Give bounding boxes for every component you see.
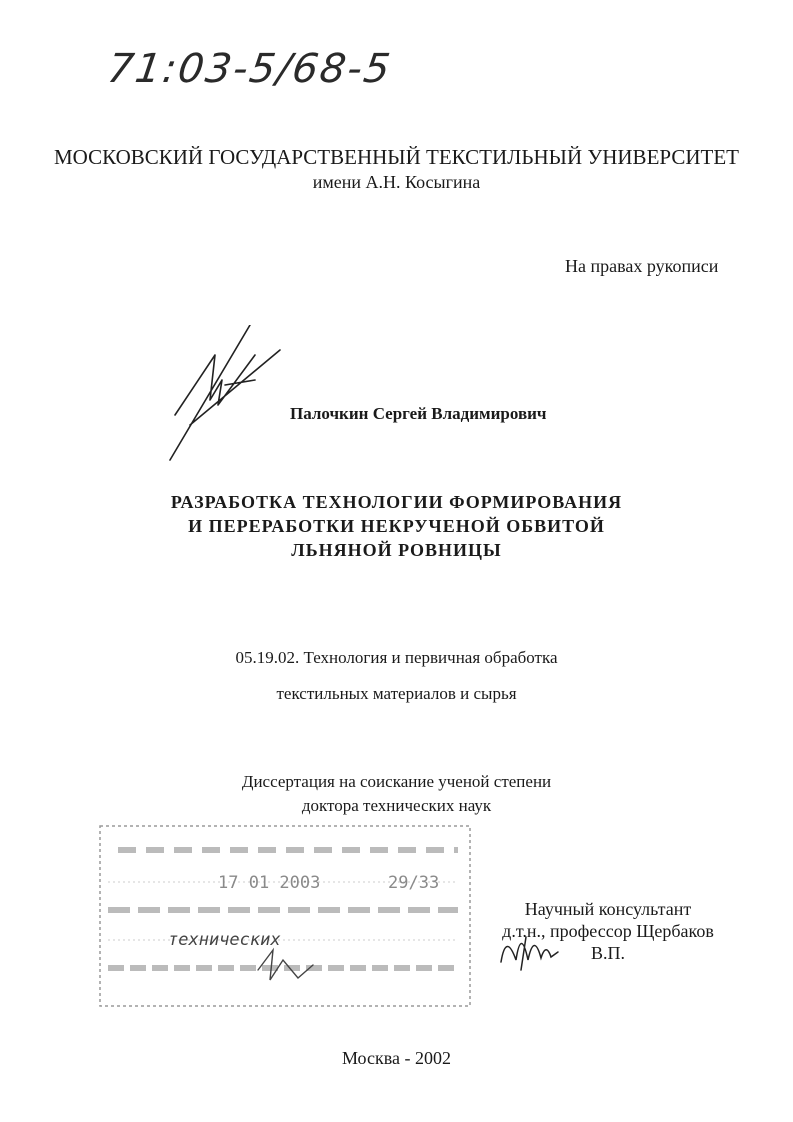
consultant-name: д.т.н., профессор Щербаков В.П. (502, 921, 714, 963)
library-stamp (98, 820, 478, 1020)
stamp-handwritten-word: технических (168, 930, 281, 950)
author-signature-icon (160, 325, 285, 465)
consultant-label: Научный консультант (524, 899, 692, 919)
stamp-number: 29/33 (388, 873, 440, 893)
title-line: И ПЕРЕРАБОТКИ НЕКРУЧЕНОЙ ОБВИТОЙ (188, 516, 605, 536)
title-line: РАЗРАБОТКА ТЕХНОЛОГИИ ФОРМИРОВАНИЯ (170, 492, 623, 512)
title-line: ЛЬНЯНОЙ РОВНИЦЫ (291, 540, 502, 560)
degree (0, 770, 793, 818)
dissertation-title (0, 490, 793, 562)
stamp-date: 17 01 2003 (218, 873, 321, 893)
city-year: Москва - 2002 (342, 1048, 451, 1068)
degree-line-2: доктора технических наук (301, 796, 492, 815)
specialty (0, 640, 793, 712)
specialty-line-1: 05.19.02. Технология и первичная обработка (235, 648, 558, 667)
institution-named-after: имени А.Н. Косыгина (312, 172, 481, 192)
author-name: Палочкин Сергей Владимирович (290, 404, 547, 423)
consultant-signature-icon (496, 922, 566, 977)
degree-line-1: Диссертация на соискание ученой степени (241, 772, 552, 791)
rights-note: На правах рукописи (565, 256, 719, 276)
specialty-line-2: текстильных материалов и сырья (276, 684, 517, 703)
archive-number: 71:03-5/68-5 (104, 46, 395, 92)
institution-name: МОСКОВСКИЙ ГОСУДАРСТВЕННЫЙ ТЕКСТИЛЬНЫЙ УНИВЕРСИТЕТ (54, 145, 739, 169)
